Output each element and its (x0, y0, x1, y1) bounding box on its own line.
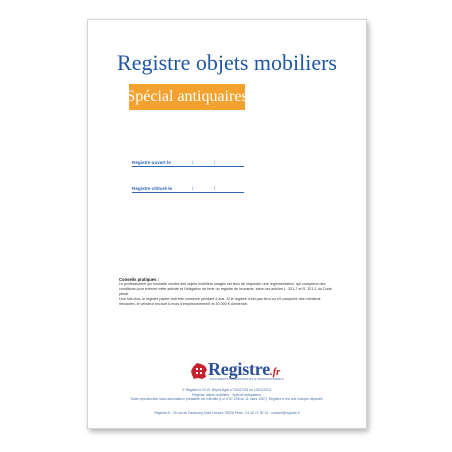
logo-name: Registre (208, 359, 271, 379)
legal-notice (88, 388, 366, 402)
date-separator: / (192, 160, 194, 165)
opening-date-label: Registre ouvert le (132, 160, 171, 165)
legal-line: Registre objets mobiliers - Spécial antiquaires. (192, 392, 262, 397)
register-cover-page (87, 19, 367, 429)
legal-line: Toute reproduction sans autorisation préalable est interdite (Loi n°57-298 du 11 mars 1957). Registre.fr est une marque déposée. (130, 397, 324, 402)
legal-line: © Registre.fr 2013. Dépôt légal n°103/17/06 du 10/01/2013. (182, 388, 272, 392)
logo-wordmark (208, 359, 280, 380)
logo-tagline: DOCUMENTS ADMINISTRATIFS & PROFESSIONNELS (210, 378, 284, 381)
registre-logo (190, 359, 284, 383)
date-separator: / (214, 160, 216, 165)
tips-heading: Conseils pratiques : (119, 277, 160, 282)
france-map-icon (190, 362, 208, 380)
closing-date-label: Registre clôturé le (132, 186, 173, 191)
contact-footer: Registre.fr - 30 rue du Faubourg Saint Honoré 75008 Paris - 01 44 71 30 10 - contact@registre.fr (154, 411, 300, 415)
date-separator: / (214, 186, 216, 191)
logo-extension: .fr (270, 366, 281, 378)
opening-date-field (132, 154, 244, 167)
tips-paragraph: Une fois clos, le registre papier doit être conservé pendant 5 ans. Si le registre n'est pas tenu ou s'il comporte des mentions inexactes, le vendeur encourt 6 mois d'emprisonnement et 30 000 € d'amende. (119, 297, 321, 307)
closing-date-field (132, 180, 244, 193)
practical-tips (119, 277, 337, 308)
document-subtitle: Spécial antiquaires (126, 88, 248, 105)
document-title: Registre objets mobiliers (117, 50, 337, 75)
date-separator: / (192, 186, 194, 191)
tips-paragraph: Le professionnel qui souhaite vendre des objets mobiliers usagés est tenu de respecter une réglementation, qui comprend des conditions pour exercer cette activité et l'obligation de tenir un registre de brocante, selon les articles L. 321-7 et R. 321-1 du Code pénal. (119, 282, 332, 297)
subtitle-band (126, 84, 248, 110)
